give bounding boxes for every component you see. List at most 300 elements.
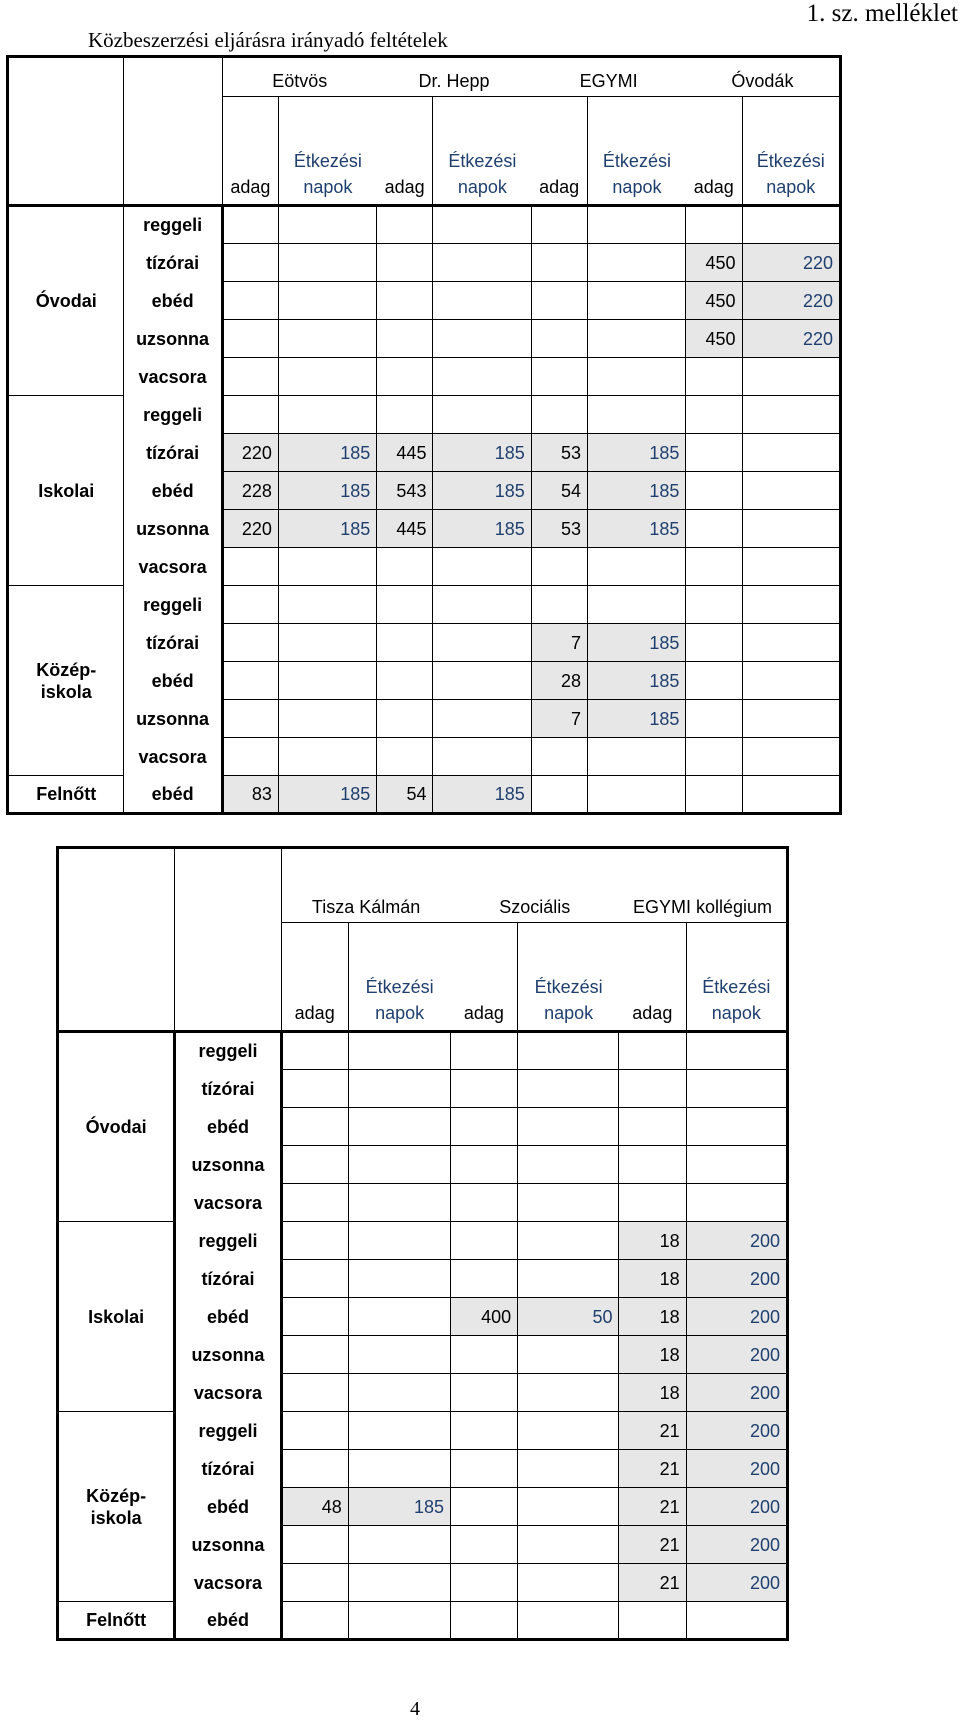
napok-cell [278,244,376,282]
adag-cell [377,548,433,586]
adag-cell [281,1222,348,1260]
napok-cell [686,1146,787,1184]
adag-cell: 445 [377,510,433,548]
meal-label: uzsonna [124,700,222,738]
napok-cell [433,700,531,738]
napok-cell: 220 [742,282,840,320]
institution-header: Óvodák [686,57,841,97]
adag-cell [451,1070,518,1108]
adag-header: adag [377,97,433,206]
adag-cell [281,1336,348,1374]
meal-portions-table-2 [56,846,789,1641]
adag-cell [451,1412,518,1450]
meal-label: tízórai [124,434,222,472]
adag-header: adag [686,97,742,206]
napok-cell [588,776,686,814]
adag-header: adag [531,97,587,206]
napok-cell [588,548,686,586]
napok-cell [278,206,376,244]
napok-cell: 200 [686,1412,787,1450]
adag-cell: 21 [619,1488,686,1526]
napok-cell [742,548,840,586]
adag-cell: 48 [281,1488,348,1526]
adag-cell: 445 [377,434,433,472]
napok-cell [742,396,840,434]
napok-cell: 200 [686,1298,787,1336]
corner-cell [124,57,222,97]
napok-cell: 185 [588,510,686,548]
napok-cell [588,586,686,624]
napok-cell [433,320,531,358]
napok-cell [742,358,840,396]
institution-header: Eötvös [222,57,377,97]
column-header-row [58,923,788,1032]
meal-label: tízórai [124,244,222,282]
institution-header-row [58,848,788,923]
meal-label: ebéd [175,1298,281,1336]
adag-cell [686,700,742,738]
section-label: Iskolai [8,396,124,586]
napok-cell [278,586,376,624]
napok-cell: 185 [433,776,531,814]
adag-cell: 18 [619,1374,686,1412]
adag-cell [531,586,587,624]
napok-cell: 200 [686,1564,787,1602]
napok-cell: 185 [433,510,531,548]
napok-cell [686,1108,787,1146]
napok-cell [278,662,376,700]
napok-cell [742,624,840,662]
napok-cell [518,1032,619,1070]
adag-cell [222,396,278,434]
napok-cell [742,776,840,814]
institution-header-row [8,57,841,97]
napok-cell: 185 [588,700,686,738]
adag-cell [222,358,278,396]
meal-label: reggeli [175,1412,281,1450]
adag-cell [451,1184,518,1222]
meal-label: tízórai [175,1070,281,1108]
napok-cell [518,1450,619,1488]
meal-label: tízórai [175,1260,281,1298]
napok-cell: 200 [686,1260,787,1298]
adag-cell: 7 [531,700,587,738]
napok-cell: 200 [686,1450,787,1488]
adag-cell [451,1602,518,1640]
meal-label: ebéd [175,1488,281,1526]
meal-label: uzsonna [175,1336,281,1374]
adag-cell [686,662,742,700]
adag-cell: 18 [619,1336,686,1374]
adag-cell [377,700,433,738]
napok-cell: 185 [278,434,376,472]
adag-cell [451,1564,518,1602]
adag-cell [222,320,278,358]
napok-cell: 185 [588,434,686,472]
napok-cell [348,1298,450,1336]
adag-cell [222,586,278,624]
institution-header: Dr. Hepp [377,57,532,97]
adag-cell [281,1184,348,1222]
table-row [8,776,841,814]
napok-cell [742,510,840,548]
napok-cell [433,244,531,282]
napok-cell: 50 [518,1298,619,1336]
adag-cell: 21 [619,1526,686,1564]
table-row [8,586,841,624]
adag-cell: 83 [222,776,278,814]
adag-cell [222,548,278,586]
corner-cell [8,57,124,97]
napok-cell [588,320,686,358]
meal-label: ebéd [175,1108,281,1146]
napok-cell [518,1564,619,1602]
table-row [8,624,841,662]
napok-cell [433,396,531,434]
napok-cell [518,1184,619,1222]
table-row [8,548,841,586]
adag-cell [531,206,587,244]
meal-label: reggeli [175,1032,281,1070]
napok-cell [278,320,376,358]
corner-cell [58,923,175,1032]
adag-cell [377,586,433,624]
adag-cell: 53 [531,510,587,548]
napok-cell [742,434,840,472]
meal-label: vacsora [124,358,222,396]
adag-cell [686,472,742,510]
meal-label: ebéd [124,776,222,814]
adag-cell [222,738,278,776]
adag-cell [686,548,742,586]
adag-cell: 400 [451,1298,518,1336]
napok-cell [348,1146,450,1184]
etkezesi-napok-header: Étkezési napok [278,97,376,206]
adag-cell: 450 [686,320,742,358]
adag-cell [377,206,433,244]
adag-cell [222,206,278,244]
adag-cell [451,1032,518,1070]
etkezesi-napok-header: Étkezési napok [588,97,686,206]
corner-cell [58,848,175,923]
napok-cell: 185 [588,624,686,662]
annex-label: 1. sz. melléklet [806,0,958,27]
adag-cell: 450 [686,282,742,320]
napok-cell [348,1222,450,1260]
section-label: Felnőtt [8,776,124,814]
adag-cell [686,738,742,776]
napok-cell [518,1260,619,1298]
adag-cell [377,320,433,358]
adag-cell [222,662,278,700]
table-row [8,738,841,776]
napok-cell [686,1184,787,1222]
napok-cell [348,1412,450,1450]
adag-cell [377,282,433,320]
napok-cell [742,206,840,244]
napok-cell [433,662,531,700]
adag-cell: 18 [619,1298,686,1336]
napok-cell [278,738,376,776]
adag-cell [619,1032,686,1070]
adag-cell: 21 [619,1564,686,1602]
institution-header: Szociális [451,848,619,923]
institution-header: EGYMI [531,57,686,97]
adag-cell [686,776,742,814]
meal-label: tízórai [124,624,222,662]
adag-cell [281,1070,348,1108]
napok-cell [742,700,840,738]
section-label: Közép- iskola [8,586,124,776]
adag-cell [281,1032,348,1070]
napok-cell [742,586,840,624]
adag-cell: 18 [619,1260,686,1298]
institution-header: Tisza Kálmán [281,848,450,923]
napok-cell [278,358,376,396]
napok-cell [348,1336,450,1374]
adag-cell: 228 [222,472,278,510]
napok-cell: 185 [278,776,376,814]
napok-cell [518,1108,619,1146]
adag-cell [451,1488,518,1526]
napok-cell [588,244,686,282]
napok-cell [433,738,531,776]
napok-cell: 185 [433,434,531,472]
napok-cell [518,1374,619,1412]
adag-cell [377,662,433,700]
adag-cell: 21 [619,1412,686,1450]
corner-cell [175,923,281,1032]
section-label: Iskolai [58,1222,175,1412]
table-row [8,700,841,738]
adag-cell [619,1108,686,1146]
napok-cell [518,1602,619,1640]
meal-label: ebéd [175,1602,281,1640]
adag-cell [531,738,587,776]
adag-cell [451,1526,518,1564]
corner-cell [8,97,124,206]
napok-cell [433,548,531,586]
napok-cell: 200 [686,1488,787,1526]
adag-cell [222,700,278,738]
adag-cell [451,1222,518,1260]
napok-cell [518,1336,619,1374]
adag-cell [281,1564,348,1602]
table-row [8,282,841,320]
adag-header: adag [222,97,278,206]
adag-cell [377,396,433,434]
adag-cell [281,1260,348,1298]
napok-cell [588,282,686,320]
napok-cell [348,1526,450,1564]
adag-cell: 54 [377,776,433,814]
adag-cell [281,1450,348,1488]
adag-cell [377,358,433,396]
adag-cell [451,1260,518,1298]
adag-cell [222,624,278,662]
napok-cell [588,206,686,244]
adag-cell: 53 [531,434,587,472]
table-row [8,472,841,510]
napok-cell [348,1108,450,1146]
section-label: Közép- iskola [58,1412,175,1602]
meal-label: ebéd [124,662,222,700]
adag-cell [531,776,587,814]
napok-cell: 200 [686,1336,787,1374]
napok-cell [433,282,531,320]
napok-cell [348,1032,450,1070]
adag-cell: 7 [531,624,587,662]
napok-cell: 200 [686,1526,787,1564]
meal-label: tízórai [175,1450,281,1488]
napok-cell: 185 [433,472,531,510]
etkezesi-napok-header: Étkezési napok [348,923,450,1032]
napok-cell: 220 [742,244,840,282]
table-row [58,1602,788,1640]
napok-cell [433,586,531,624]
adag-cell: 28 [531,662,587,700]
napok-cell: 185 [348,1488,450,1526]
adag-cell: 21 [619,1450,686,1488]
adag-cell [222,244,278,282]
adag-cell [451,1146,518,1184]
adag-cell [686,624,742,662]
adag-cell [222,282,278,320]
meal-label: uzsonna [124,510,222,548]
meal-label: vacsora [124,548,222,586]
napok-cell [348,1374,450,1412]
adag-cell [377,624,433,662]
adag-cell [531,282,587,320]
napok-cell [433,358,531,396]
institution-header: EGYMI kollégium [619,848,788,923]
napok-cell [518,1146,619,1184]
table-row [58,1412,788,1450]
adag-cell [281,1298,348,1336]
napok-cell: 220 [742,320,840,358]
document-title: Közbeszerzési eljárásra irányadó feltételek [88,28,448,52]
napok-cell [588,396,686,434]
meal-label: reggeli [124,396,222,434]
napok-cell [348,1602,450,1640]
adag-header: adag [281,923,348,1032]
napok-cell [742,472,840,510]
meal-label: vacsora [124,738,222,776]
adag-cell [686,396,742,434]
napok-cell [588,358,686,396]
napok-cell [518,1412,619,1450]
adag-header: adag [619,923,686,1032]
adag-cell [451,1336,518,1374]
section-label: Felnőtt [58,1602,175,1640]
meal-label: uzsonna [175,1526,281,1564]
adag-cell [531,396,587,434]
meal-label: uzsonna [175,1146,281,1184]
section-label: Óvodai [58,1032,175,1222]
napok-cell [433,624,531,662]
adag-cell: 220 [222,434,278,472]
napok-cell [348,1070,450,1108]
napok-cell [518,1222,619,1260]
napok-cell: 185 [588,662,686,700]
table-row [8,244,841,282]
section-label: Óvodai [8,206,124,396]
meal-label: reggeli [124,586,222,624]
table-row [8,510,841,548]
adag-cell [686,510,742,548]
napok-cell [278,700,376,738]
meal-label: vacsora [175,1374,281,1412]
adag-header: adag [451,923,518,1032]
adag-cell [377,244,433,282]
corner-cell [175,848,281,923]
meal-label: vacsora [175,1184,281,1222]
napok-cell [588,738,686,776]
table-row [58,1032,788,1070]
adag-cell [281,1374,348,1412]
table-row [58,1222,788,1260]
napok-cell [742,738,840,776]
table-row [8,320,841,358]
napok-cell [518,1526,619,1564]
napok-cell [742,662,840,700]
napok-cell [278,396,376,434]
napok-cell: 200 [686,1222,787,1260]
adag-cell [451,1108,518,1146]
etkezesi-napok-header: Étkezési napok [742,97,840,206]
napok-cell: 185 [278,510,376,548]
adag-cell [619,1184,686,1222]
napok-cell [278,548,376,586]
adag-cell: 18 [619,1222,686,1260]
adag-cell [377,738,433,776]
meal-label: vacsora [175,1564,281,1602]
napok-cell: 185 [278,472,376,510]
corner-cell [124,97,222,206]
table-row [8,206,841,244]
napok-cell [348,1564,450,1602]
adag-cell [531,358,587,396]
napok-cell [518,1488,619,1526]
adag-cell [281,1526,348,1564]
napok-cell [686,1032,787,1070]
meal-label: ebéd [124,472,222,510]
adag-cell: 543 [377,472,433,510]
napok-cell [348,1260,450,1298]
napok-cell [686,1602,787,1640]
adag-cell [281,1108,348,1146]
etkezesi-napok-header: Étkezési napok [518,923,619,1032]
adag-cell [451,1374,518,1412]
napok-cell [518,1070,619,1108]
meal-label: uzsonna [124,320,222,358]
adag-cell: 54 [531,472,587,510]
table-row [8,662,841,700]
meal-label: reggeli [124,206,222,244]
napok-cell: 200 [686,1374,787,1412]
adag-cell [686,586,742,624]
table-row [8,358,841,396]
adag-cell [619,1146,686,1184]
adag-cell: 220 [222,510,278,548]
adag-cell [451,1450,518,1488]
adag-cell [619,1070,686,1108]
etkezesi-napok-header: Étkezési napok [433,97,531,206]
napok-cell [278,282,376,320]
napok-cell [348,1184,450,1222]
page-number: 4 [410,1698,420,1720]
meal-label: ebéd [124,282,222,320]
